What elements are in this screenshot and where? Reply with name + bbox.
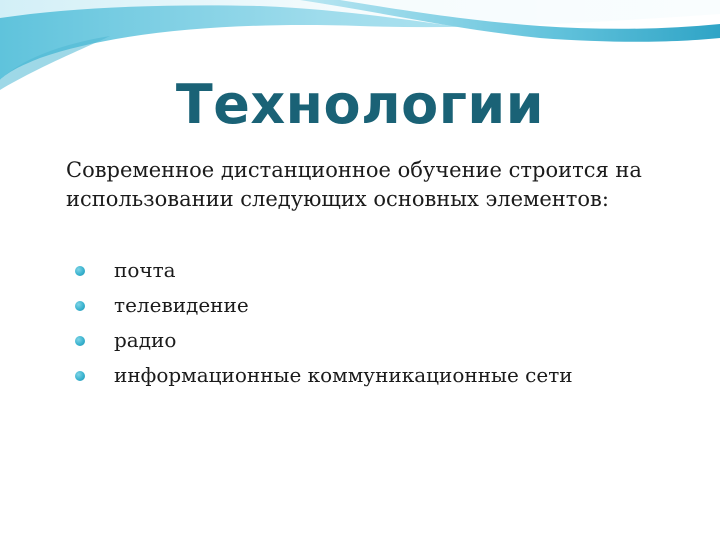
bullet-text: радио — [114, 328, 177, 352]
intro-paragraph: Современное дистанционное обучение строится на использовании следующих основных элементов: — [66, 158, 642, 211]
round-bullet-icon — [75, 301, 85, 311]
bullet-item — [70, 290, 690, 325]
round-bullet-icon — [75, 336, 85, 346]
bullet-text: почта — [114, 258, 176, 282]
round-bullet-icon — [75, 266, 85, 276]
bullet-item — [70, 255, 690, 290]
bullet-list — [70, 255, 690, 395]
bullet-item — [70, 360, 690, 395]
round-bullet-icon — [75, 371, 85, 381]
slide-title: Технологии — [175, 73, 545, 136]
bullet-text: телевидение — [114, 293, 249, 317]
bullet-item — [70, 325, 690, 360]
bullet-text: информационные коммуникационные сети — [114, 363, 573, 387]
